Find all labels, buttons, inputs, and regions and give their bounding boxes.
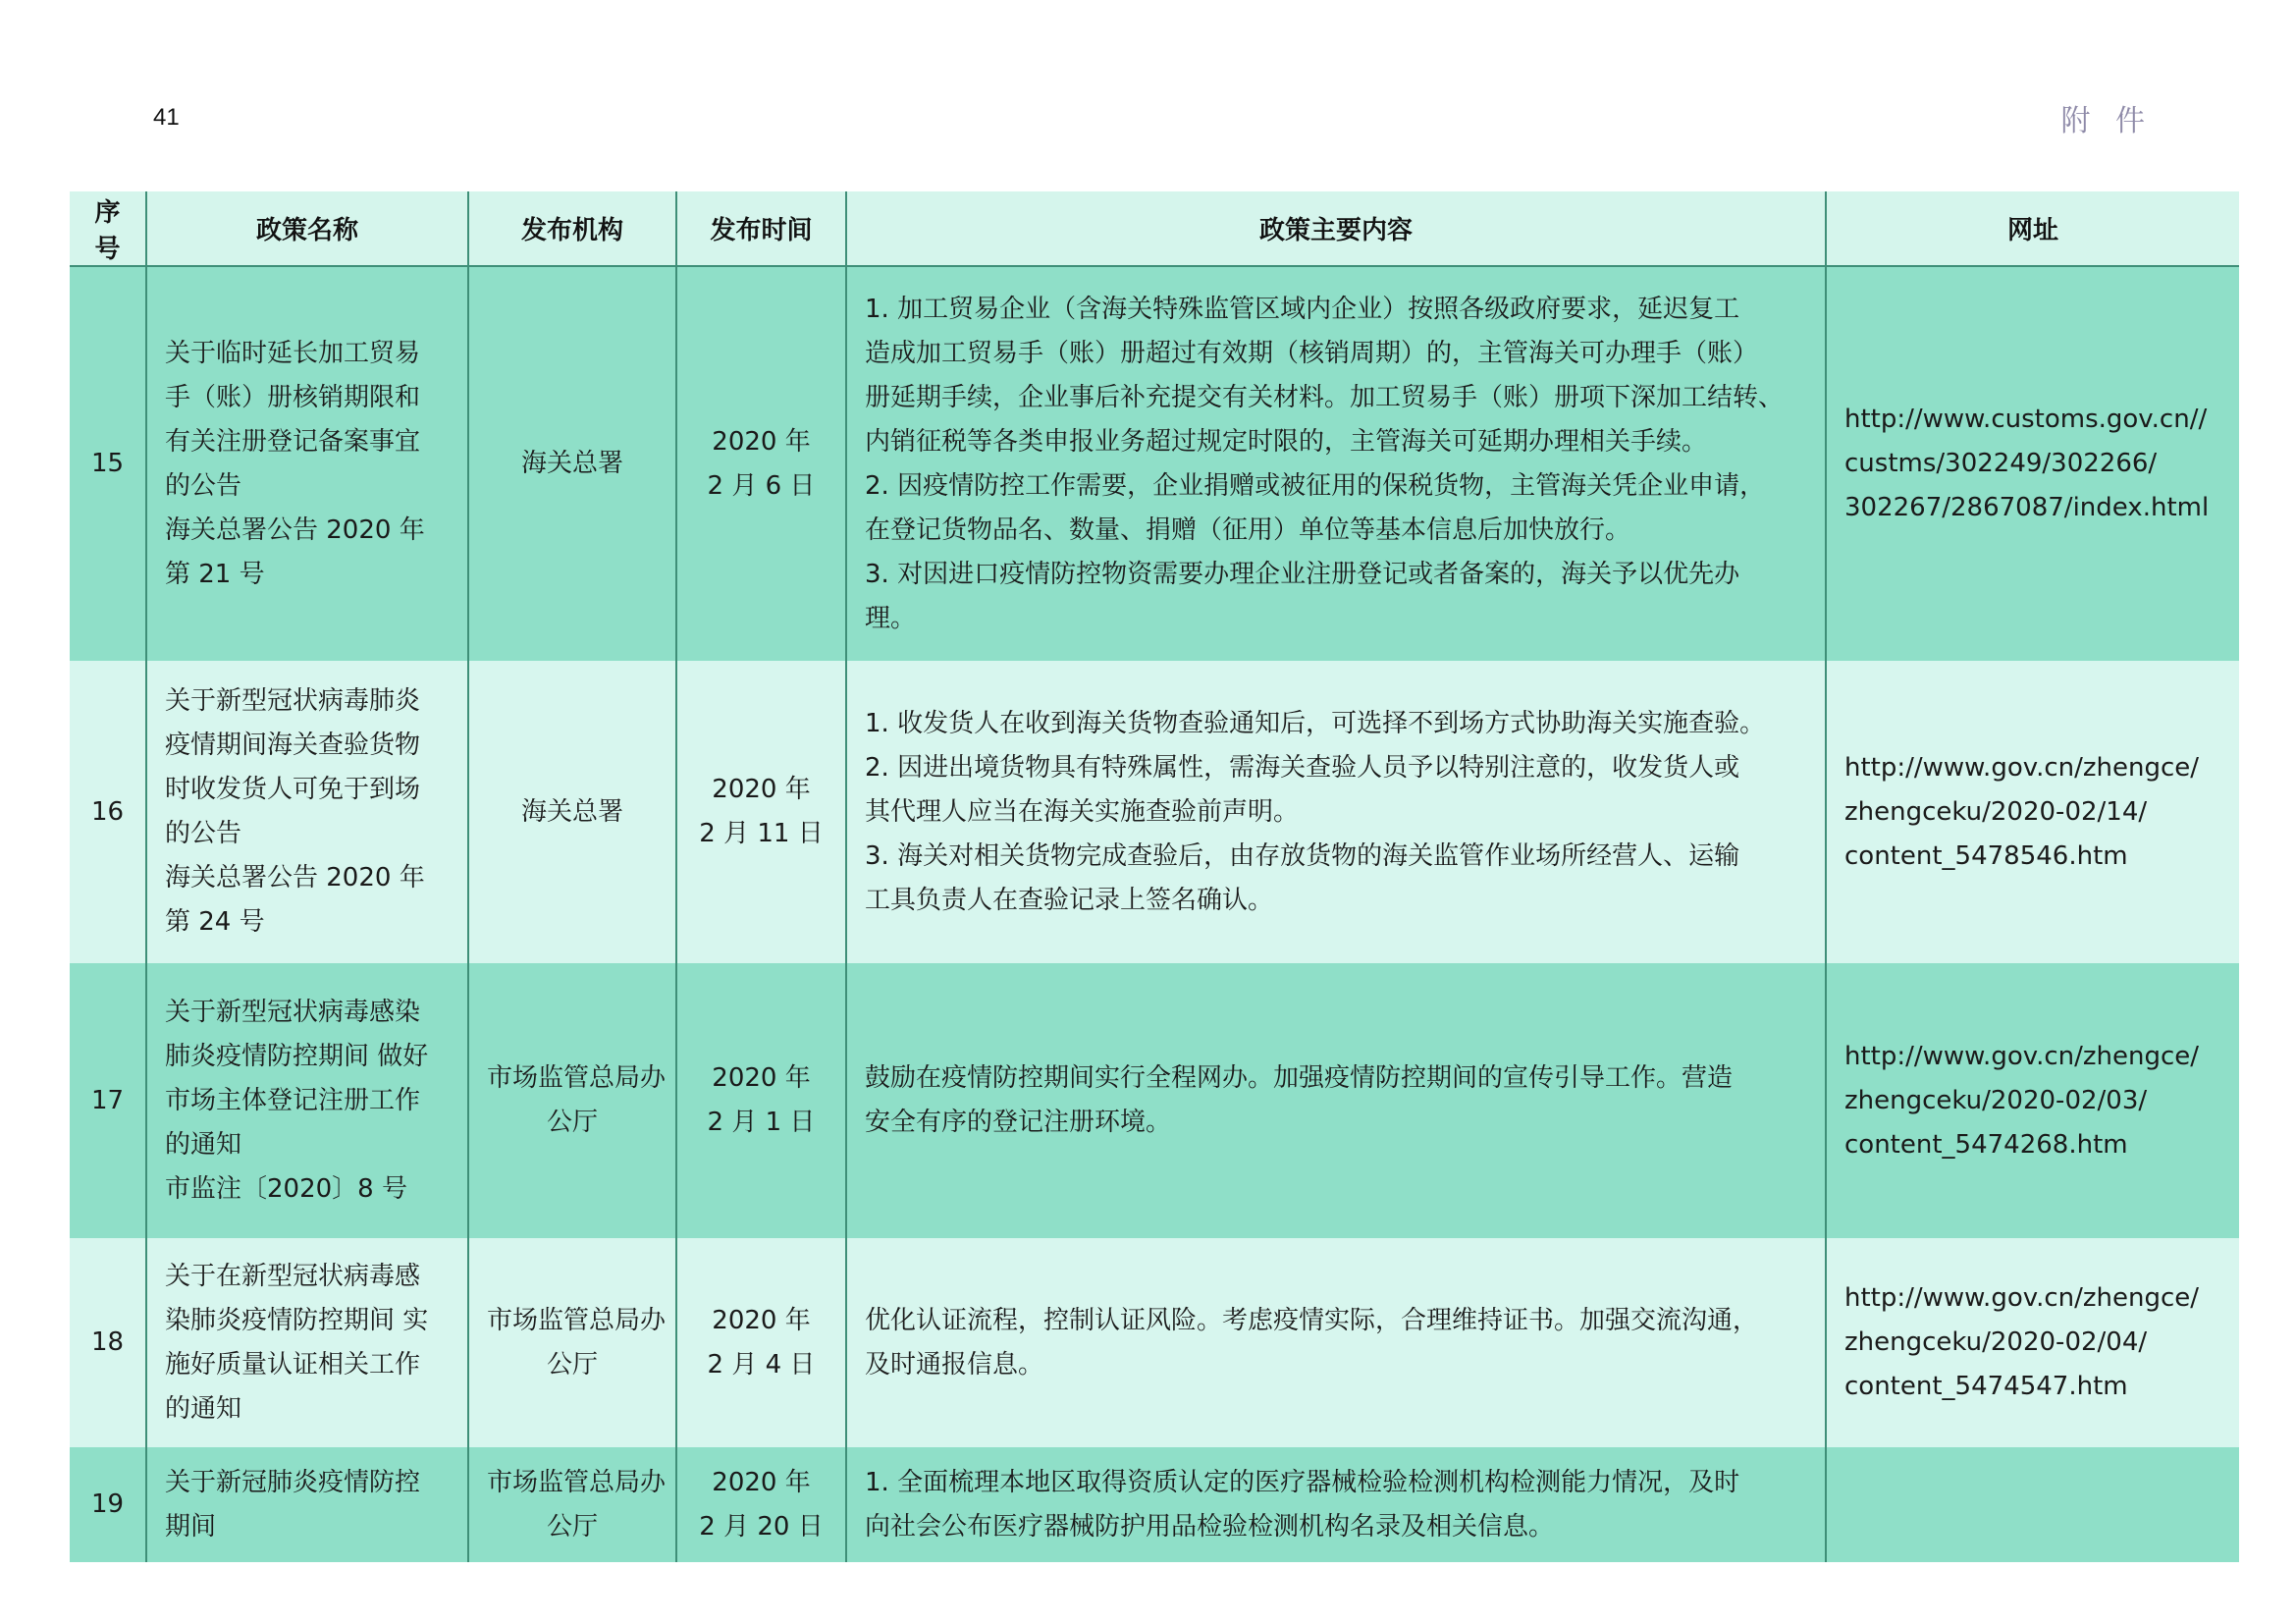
section-label: 附 件: [2060, 104, 2153, 138]
cell-url: [1826, 1238, 2239, 1447]
cell-no: [70, 1447, 146, 1562]
cell-no-value: 15: [90, 449, 125, 478]
cell-url: [1826, 266, 2239, 661]
cell-policy-name-line: 关于在新型冠状病毒感: [165, 1261, 421, 1291]
cell-policy-name-line: 肺炎疫情防控期间 做好: [165, 1041, 429, 1071]
cell-policy-name-line: 市监注〔2020〕8 号: [165, 1173, 407, 1204]
cell-date-line: 2 月 1 日: [707, 1108, 816, 1137]
cell-policy-name: [146, 1447, 468, 1562]
cell-policy-name-line: 的通知: [165, 1129, 242, 1160]
cell-url: [1826, 1447, 2239, 1562]
cell-policy-name-line: 的公告: [165, 819, 242, 848]
table-row: [70, 661, 2239, 963]
cell-url: [1826, 661, 2239, 963]
cell-date: [676, 1447, 846, 1562]
cell-content: [846, 1238, 1826, 1447]
cell-url-line[interactable]: http://www.gov.cn/zhengce/: [1844, 752, 2200, 783]
cell-date-line: 2020 年: [712, 1305, 811, 1335]
table-row: [70, 266, 2239, 661]
cell-issuer-line: 市场监管总局办: [487, 1063, 667, 1093]
cell-issuer-line: 海关总署: [520, 796, 623, 827]
cell-content: [846, 266, 1826, 661]
cell-content-line: 鼓励在疫情防控期间实行全程网办。加强疫情防控期间的宣传引导工作。营造: [865, 1063, 1734, 1093]
cell-date-line: 2020 年: [712, 775, 811, 804]
cell-url-line[interactable]: zhengceku/2020-02/14/: [1844, 796, 2148, 827]
cell-policy-name-line: 第 24 号: [165, 907, 265, 937]
cell-content-line: 工具负责人在查验记录上签名确认。: [865, 885, 1274, 915]
cell-url-line[interactable]: content_5474547.htm: [1844, 1372, 2128, 1401]
cell-url-line[interactable]: content_5474268.htm: [1844, 1129, 2128, 1160]
page-number: 41: [153, 104, 180, 131]
cell-content-line: 3. 海关对相关货物完成查验后，由存放货物的海关监管作业场所经营人、运输: [865, 840, 1740, 871]
cell-policy-name-line: 施好质量认证相关工作: [165, 1349, 421, 1380]
cell-no-value: 18: [90, 1327, 125, 1357]
cell-policy-name-line: 关于新型冠状病毒感染: [165, 997, 421, 1027]
cell-content-line: 在登记货物品名、数量、捐赠（征用）单位等基本信息后加快放行。: [865, 514, 1631, 545]
cell-date: [676, 266, 846, 661]
cell-url-line[interactable]: http://www.gov.cn/zhengce/: [1844, 1283, 2200, 1313]
cell-policy-name: [146, 266, 468, 661]
cell-url-line[interactable]: content_5478546.htm: [1844, 840, 2128, 871]
cell-date-line: 2 月 6 日: [707, 470, 816, 501]
cell-no: [70, 661, 146, 963]
cell-policy-name: [146, 963, 468, 1238]
cell-issuer: [468, 266, 676, 661]
cell-url-line[interactable]: http://www.gov.cn/zhengce/: [1844, 1041, 2200, 1071]
cell-policy-name-line: 期间: [165, 1511, 217, 1542]
cell-date: [676, 1238, 846, 1447]
cell-content-line: 理。: [865, 603, 917, 633]
cell-issuer: [468, 1238, 676, 1447]
cell-no-value: 16: [90, 796, 125, 827]
cell-policy-name-line: 关于新冠肺炎疫情防控: [165, 1467, 421, 1497]
cell-policy-name-line: 的公告: [165, 470, 242, 501]
cell-policy-name-line: 第 21 号: [165, 559, 265, 589]
cell-content-line: 安全有序的登记注册环境。: [865, 1108, 1172, 1137]
cell-content: [846, 1447, 1826, 1562]
cell-content-line: 内销征税等各类申报业务超过规定时限的，主管海关可延期办理相关手续。: [865, 426, 1708, 457]
header-no: 序号: [70, 191, 146, 266]
cell-policy-name-line: 染肺炎疫情防控期间 实: [165, 1305, 429, 1335]
cell-date: [676, 963, 846, 1238]
cell-content-line: 向社会公布医疗器械防护用品检验检测机构名录及相关信息。: [865, 1511, 1555, 1542]
table-row: [70, 1238, 2239, 1447]
cell-content-line: 3. 对因进口疫情防控物资需要办理企业注册登记或者备案的，海关予以优先办: [865, 559, 1740, 589]
cell-content-line: 优化认证流程，控制认证风险。考虑疫情实际，合理维持证书。加强交流沟通，: [865, 1305, 1759, 1335]
cell-no-value: 19: [90, 1489, 125, 1519]
header-url: 网址: [1826, 191, 2239, 266]
cell-content: [846, 661, 1826, 963]
cell-policy-name-line: 疫情期间海关查验货物: [165, 731, 421, 760]
cell-content-line: 1. 收发货人在收到海关货物查验通知后，可选择不到场方式协助海关实施查验。: [865, 708, 1766, 738]
cell-policy-name-line: 海关总署公告 2020 年: [165, 863, 425, 893]
cell-url-line[interactable]: zhengceku/2020-02/04/: [1844, 1327, 2148, 1357]
cell-content-line: 1. 加工贸易企业（含海关特殊监管区域内企业）按照各级政府要求，延迟复工: [865, 294, 1740, 324]
cell-date-line: 2 月 11 日: [699, 819, 824, 848]
cell-issuer-line: 公厅: [546, 1511, 598, 1542]
cell-issuer-line: 市场监管总局办: [487, 1305, 667, 1335]
table-row: [70, 963, 2239, 1238]
header-issuer: 发布机构: [468, 191, 676, 266]
cell-policy-name-line: 关于临时延长加工贸易: [165, 338, 421, 368]
cell-date: [676, 661, 846, 963]
cell-issuer: [468, 963, 676, 1238]
cell-policy-name-line: 关于新型冠状病毒肺炎: [165, 686, 421, 716]
cell-content-line: 2. 因疫情防控工作需要，企业捐赠或被征用的保税货物，主管海关凭企业申请，: [865, 470, 1766, 501]
table-header-row: [70, 191, 2239, 266]
cell-url-line[interactable]: 302267/2867087/index.html: [1844, 493, 2210, 522]
cell-content-line: 及时通报信息。: [865, 1349, 1044, 1380]
cell-url-line[interactable]: custms/302249/302266/: [1844, 449, 2158, 478]
cell-no-value: 17: [90, 1085, 125, 1115]
cell-issuer-line: 市场监管总局办: [487, 1467, 667, 1497]
cell-issuer-line: 海关总署: [520, 449, 623, 478]
cell-content: [846, 963, 1826, 1238]
cell-policy-name: [146, 661, 468, 963]
cell-no: [70, 266, 146, 661]
cell-issuer-line: 公厅: [546, 1108, 598, 1137]
cell-policy-name-line: 手（账）册核销期限和: [165, 382, 421, 412]
cell-policy-name: [146, 1238, 468, 1447]
policy-table: [70, 191, 2239, 1562]
cell-no: [70, 963, 146, 1238]
cell-url: [1826, 963, 2239, 1238]
cell-date-line: 2 月 20 日: [699, 1511, 824, 1542]
cell-issuer-line: 公厅: [546, 1349, 598, 1380]
table-row: [70, 1447, 2239, 1562]
cell-issuer: [468, 661, 676, 963]
header-policy-name: 政策名称: [146, 191, 468, 266]
cell-content-line: 2. 因进出境货物具有特殊属性，需海关查验人员予以特别注意的，收发货人或: [865, 752, 1740, 783]
header-date: 发布时间: [676, 191, 846, 266]
cell-content-line: 册延期手续，企业事后补充提交有关材料。加工贸易手（账）册项下深加工结转、: [865, 382, 1785, 412]
cell-content-line: 1. 全面梳理本地区取得资质认定的医疗器械检验检测机构检测能力情况，及时: [865, 1467, 1740, 1497]
cell-content-line: 其代理人应当在海关实施查验前声明。: [865, 796, 1300, 827]
cell-url-line[interactable]: zhengceku/2020-02/03/: [1844, 1085, 2148, 1115]
cell-date-line: 2020 年: [712, 1063, 811, 1093]
cell-policy-name-line: 市场主体登记注册工作: [165, 1085, 421, 1115]
cell-date-line: 2 月 4 日: [707, 1349, 816, 1380]
cell-url-line[interactable]: http://www.customs.gov.cn//: [1844, 405, 2208, 434]
cell-no: [70, 1238, 146, 1447]
cell-issuer: [468, 1447, 676, 1562]
cell-policy-name-line: 的通知: [165, 1393, 242, 1424]
cell-date-line: 2020 年: [712, 1467, 811, 1497]
cell-date-line: 2020 年: [712, 426, 811, 457]
cell-policy-name-line: 时收发货人可免于到场: [165, 775, 421, 804]
cell-policy-name-line: 海关总署公告 2020 年: [165, 514, 425, 545]
header-content: 政策主要内容: [846, 191, 1826, 266]
cell-content-line: 造成加工贸易手（账）册超过有效期（核销周期）的，主管海关可办理手（账）: [865, 338, 1759, 368]
cell-policy-name-line: 有关注册登记备案事宜: [165, 426, 421, 457]
